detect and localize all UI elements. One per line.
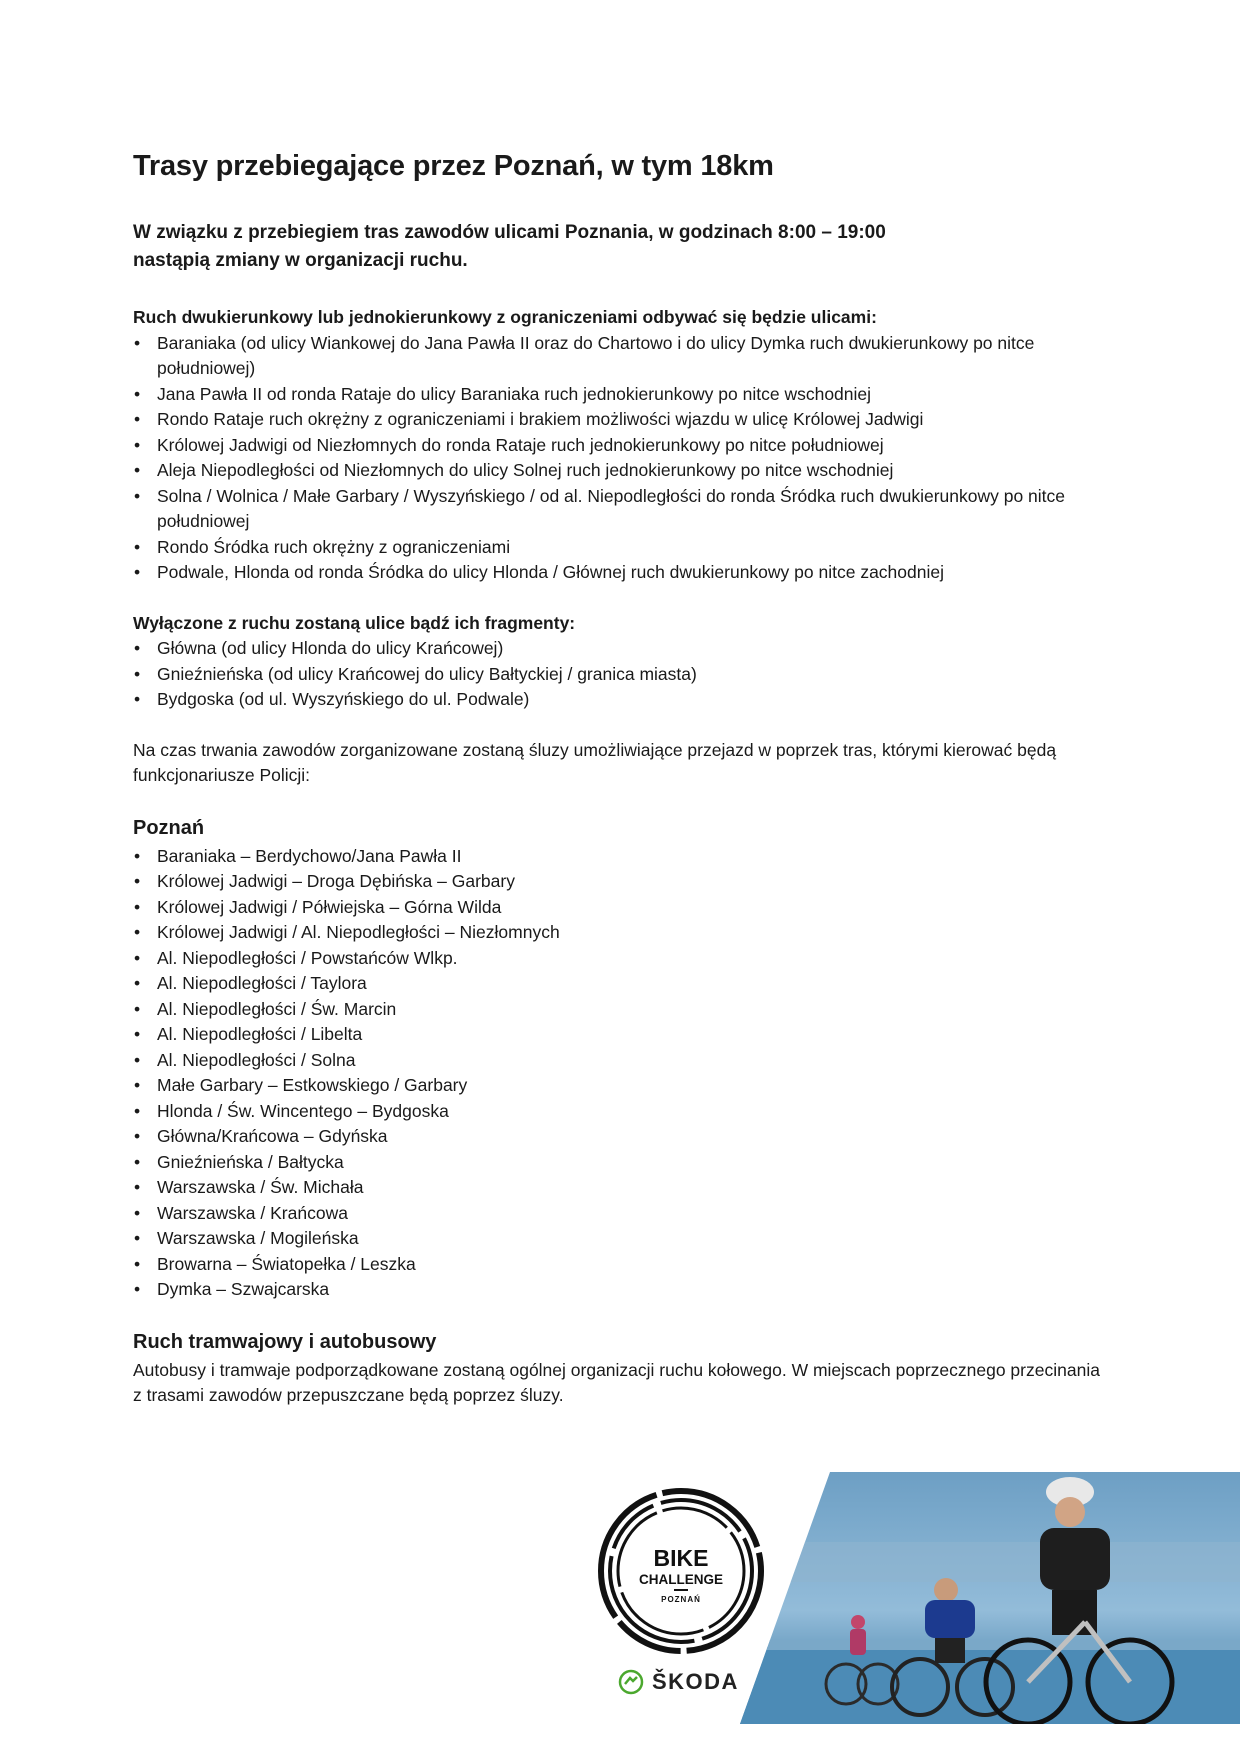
list-item: • Warszawska / Mogileńska [133, 1226, 1113, 1252]
list-item: • Al. Niepodległości / Libelta [133, 1022, 1113, 1048]
skoda-arrow-icon [618, 1669, 644, 1695]
list-item: • Rondo Rataje ruch okrężny z ograniczeniami i brakiem możliwości wjazdu w ulicę Królowej Jadwigi [133, 407, 1113, 433]
list-item: • Podwale, Hlonda od ronda Śródka do ulicy Hlonda / Głównej ruch dwukierunkowy po nitce zachodniej [133, 560, 1113, 586]
list-item: • Gnieźnieńska (od ulicy Krańcowej do ulicy Bałtyckiej / granica miasta) [133, 662, 1113, 688]
list-item: • Dymka – Szwajcarska [133, 1277, 1113, 1303]
closed-streets-list [133, 636, 1113, 713]
list-item: • Al. Niepodległości / Św. Marcin [133, 997, 1113, 1023]
list-item: • Rondo Śródka ruch okrężny z ograniczeniami [133, 535, 1113, 561]
list-item: • Królowej Jadwigi / Półwiejska – Górna Wilda [133, 895, 1113, 921]
list-item: • Jana Pawła II od ronda Rataje do ulicy Baraniaka ruch jednokierunkowy po nitce wschodniej [133, 382, 1113, 408]
page-title: Trasy przebiegające przez Poznań, w tym 18km [133, 150, 774, 182]
list-item: • Baraniaka – Berdychowo/Jana Pawła II [133, 844, 1113, 870]
transit-heading: Ruch tramwajowy i autobusowy [133, 1330, 437, 1353]
poznan-heading: Poznań [133, 816, 205, 839]
list-item: • Hlonda / Św. Wincentego – Bydgoska [133, 1099, 1113, 1125]
transit-text: Autobusy i tramwaje podporządkowane zostaną ogólnej organizacji ruchu kołowego. W miejscach poprzecznego przecinania z trasami zawodów przepuszczane będą poprzez śluzy. [133, 1359, 1100, 1405]
list-item: • Aleja Niepodległości od Niezłomnych do ulicy Solnej ruch jednokierunkowy po nitce wschodniej [133, 458, 1113, 484]
bike-challenge-logo [594, 1484, 768, 1658]
section-closed-heading: Wyłączone z ruchu zostaną ulice bądź ich fragmenty: [133, 612, 576, 633]
list-item: • Małe Garbary – Estkowskiego / Garbary [133, 1073, 1113, 1099]
list-item: • Baraniaka (od ulicy Wiankowej do Jana Pawła II oraz do Chartowo i do ulicy Dymka ruch dwukierunkowy po nitce południowej) [133, 331, 1113, 382]
list-item: • Solna / Wolnica / Małe Garbary / Wyszyńskiego / od al. Niepodległości do ronda Śródka ruch dwukierunkowy po nitce południowej [133, 484, 1113, 535]
poznan-locks-list [133, 844, 1113, 1303]
list-item: • Królowej Jadwigi od Niezłomnych do ronda Rataje ruch jednokierunkowy po nitce południowej [133, 433, 1113, 459]
document-body [133, 150, 1113, 1409]
intro-line-2: nastąpią zmiany w organizacji ruchu. [133, 250, 468, 271]
skoda-sponsor [618, 1667, 739, 1697]
intro-text [133, 219, 1113, 275]
list-item: • Królowej Jadwigi / Al. Niepodległości – Niezłomnych [133, 920, 1113, 946]
list-item: • Gnieźnieńska / Bałtycka [133, 1150, 1113, 1176]
logo-line-2: CHALLENGE [639, 1572, 723, 1587]
list-item: • Al. Niepodległości / Taylora [133, 971, 1113, 997]
list-item: • Bydgoska (od ul. Wyszyńskiego do ul. Podwale) [133, 687, 1113, 713]
intro-line-1: W związku z przebiegiem tras zawodów ulicami Poznania, w godzinach 8:00 – 19:00 [133, 222, 886, 243]
list-item: • Warszawska / Krańcowa [133, 1201, 1113, 1227]
sponsor-name: ŠKODA [652, 1669, 739, 1694]
list-item: • Główna (od ulicy Hlonda do ulicy Krańcowej) [133, 636, 1113, 662]
list-item: • Królowej Jadwigi – Droga Dębińska – Garbary [133, 869, 1113, 895]
list-item: • Główna/Krańcowa – Gdyńska [133, 1124, 1113, 1150]
locks-paragraph: Na czas trwania zawodów zorganizowane zostaną śluzy umożliwiające przejazd w poprzek tras, którymi kierować będą funkcjonariusze Policji: [133, 739, 1057, 785]
logo-line-3: POZNAŃ [661, 1595, 701, 1604]
logo-line-1: BIKE [653, 1545, 709, 1571]
list-item: • Browarna – Światopełka / Leszka [133, 1252, 1113, 1278]
list-item: • Al. Niepodległości / Powstańców Wlkp. [133, 946, 1113, 972]
restricted-streets-list [133, 331, 1113, 586]
list-item: • Warszawska / Św. Michała [133, 1175, 1113, 1201]
list-item: • Al. Niepodległości / Solna [133, 1048, 1113, 1074]
section-restricted-heading: Ruch dwukierunkowy lub jednokierunkowy z ograniczeniami odbywać się będzie ulicami: [133, 307, 877, 327]
cyclists-photo [740, 1472, 1240, 1724]
